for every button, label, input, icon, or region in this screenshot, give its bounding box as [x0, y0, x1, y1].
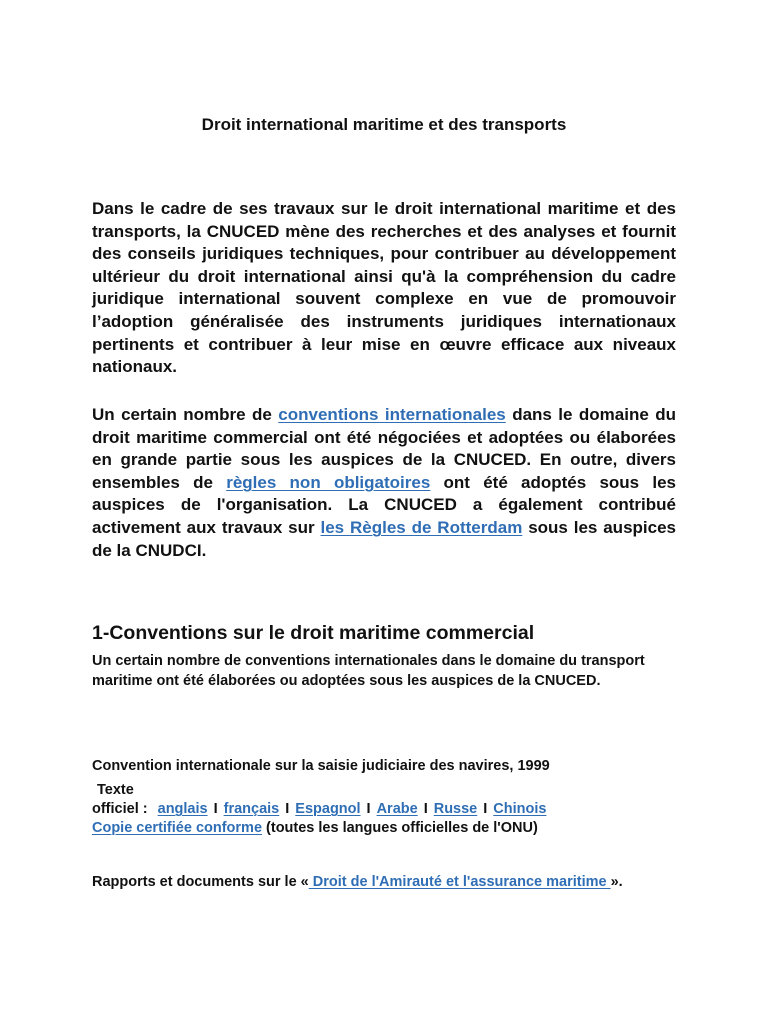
- separator: I: [285, 801, 290, 817]
- lang-link-chinois[interactable]: Chinois: [493, 801, 547, 817]
- rapports-suffix: ».: [610, 874, 623, 890]
- section-paragraph: Un certain nombre de conventions internationales dans le domaine du transport maritime ont été élaborées ou adoptées sous les auspices de la CNUCED.: [92, 653, 645, 689]
- copie-certifiee-link[interactable]: Copie certifiée conforme: [92, 820, 263, 836]
- rapports-line: [92, 873, 692, 892]
- conventions-internationales-link[interactable]: conventions internationales: [278, 405, 506, 424]
- separator: I: [366, 801, 371, 817]
- copie-note: (toutes les langues officielles de l'ONU): [262, 820, 538, 836]
- separator: I: [213, 801, 218, 817]
- lang-link-arabe[interactable]: Arabe: [376, 801, 418, 817]
- copie-row: [92, 819, 692, 838]
- separator: I: [483, 801, 488, 817]
- convention-title: Convention internationale sur la saisie judiciaire des navires, 1999: [92, 758, 550, 774]
- languages-row: [92, 800, 692, 819]
- official-text-line: [92, 781, 692, 838]
- paragraph-text: ont été adoptés sous les auspices de l'organisation. La CNUCED a également contribué activement aux travaux sur: [92, 472, 676, 537]
- separator: I: [423, 801, 428, 817]
- regles-non-obligatoires-link[interactable]: règles non obligatoires: [226, 472, 431, 492]
- rapports-prefix: Rapports et documents sur le «: [92, 874, 309, 890]
- lang-link-russe[interactable]: Russe: [433, 801, 478, 817]
- lang-link-espagnol[interactable]: Espagnol: [295, 801, 361, 817]
- paragraph-text: dans le domaine du droit maritime commercial ont été négociées et adoptées ou élaborées en grande partie sous les auspices de la CNUCED. En outre, divers ensembles de: [92, 405, 676, 492]
- texte-label: Texte: [97, 782, 134, 798]
- intro-paragraph: Dans le cadre de ses travaux sur le droit international maritime et des transports, la CNUCED mène des recherches et des analyses et fournit des conseils juridiques techniques, pour contribuer au développement ultérieur du droit international ainsi qu'à la compréhension du cadre juridique international souvent complexe en vue de promouvoir l’adoption généralisée des instruments juridiques internationaux pertinents et contribuer à leur mise en œuvre efficace aux niveaux nationaux.: [92, 199, 676, 377]
- droit-amiraute-link[interactable]: Droit de l'Amirauté et l'assurance maritime: [308, 874, 611, 890]
- section-heading: 1-Conventions sur le droit maritime commercial: [92, 622, 535, 644]
- officiel-label: officiel :: [92, 801, 148, 817]
- regles-de-rotterdam-link[interactable]: les Règles de Rotterdam: [320, 517, 523, 537]
- lang-link-francais[interactable]: français: [223, 801, 280, 817]
- lang-link-anglais[interactable]: anglais: [157, 801, 208, 817]
- paragraph-text: sous les auspices de la CNUDCI.: [92, 517, 676, 560]
- paragraph-text: Un certain nombre de: [92, 405, 279, 424]
- page-title: Droit international maritime et des transports: [201, 115, 567, 134]
- conventions-paragraph: [92, 404, 676, 562]
